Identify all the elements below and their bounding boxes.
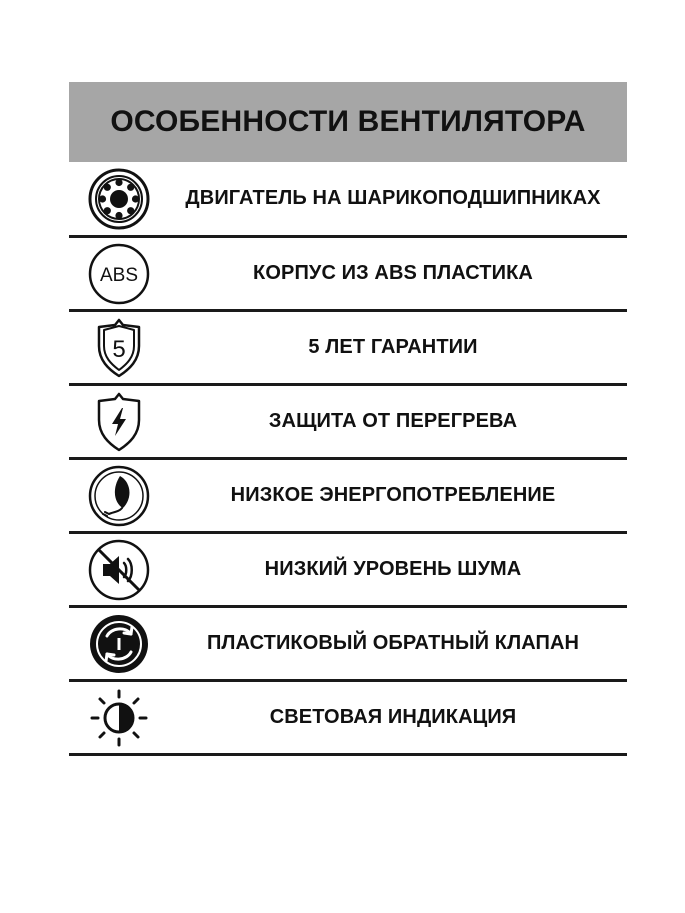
- page-title: ОСОБЕННОСТИ ВЕНТИЛЯТОРА: [110, 105, 586, 138]
- ball-bearing-icon: [69, 164, 169, 234]
- warranty-shield-icon: [69, 313, 169, 383]
- feature-row-valve: [69, 608, 627, 682]
- feature-row-energy: [69, 460, 627, 534]
- muted-speaker-icon: [69, 535, 169, 605]
- feature-label: НИЗКИЙ УРОВЕНЬ ШУМА: [264, 558, 522, 580]
- feature-label: ПЛАСТИКОВЫЙ ОБРАТНЫЙ КЛАПАН: [206, 632, 580, 654]
- feature-label: КОРПУС ИЗ ABS ПЛАСТИКА: [253, 262, 533, 284]
- check-valve-icon: [69, 609, 169, 679]
- abs-icon: [69, 239, 169, 309]
- title-bar: [69, 82, 627, 162]
- feature-row-light: [69, 682, 627, 756]
- feature-label: СВЕТОВАЯ ИНДИКАЦИЯ: [269, 706, 517, 728]
- features-sheet: [69, 82, 627, 756]
- feature-label: ЗАЩИТА ОТ ПЕРЕГРЕВА: [268, 410, 518, 432]
- light-indicator-icon: [69, 683, 169, 753]
- abs-icon-text: ABS: [99, 264, 139, 286]
- feature-label: 5 ЛЕТ ГАРАНТИИ: [308, 336, 478, 358]
- feature-row-noise: [69, 534, 627, 608]
- feature-row-overheat: [69, 386, 627, 460]
- warranty-icon-text: 5: [112, 335, 126, 363]
- feature-label: ДВИГАТЕЛЬ НА ШАРИКОПОДШИПНИКАХ: [185, 187, 601, 209]
- feature-label: НИЗКОЕ ЭНЕРГОПОТРЕБЛЕНИЕ: [230, 484, 556, 506]
- eco-leaf-plug-icon: [69, 461, 169, 531]
- feature-row-warranty: [69, 312, 627, 386]
- feature-row-abs: [69, 238, 627, 312]
- lightning-shield-icon: [69, 387, 169, 457]
- feature-row-bearing: [69, 162, 627, 238]
